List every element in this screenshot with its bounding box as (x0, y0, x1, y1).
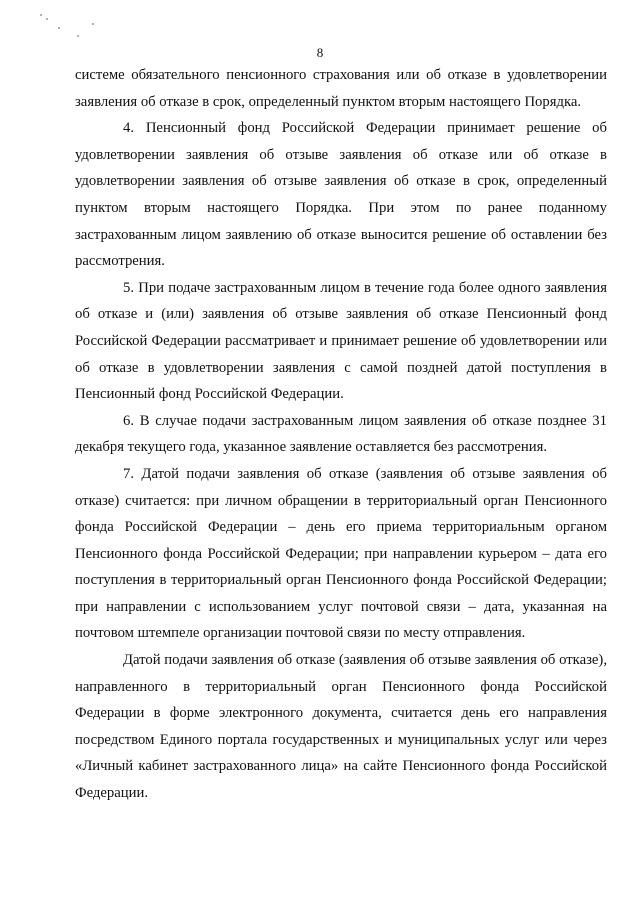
page-number: 8 (316, 45, 324, 60)
scan-artifacts (36, 14, 96, 42)
paragraph-5: 5. При подаче застрахованным лицом в течение года более одного заявления об отказе и (или) заявления об отзыве заявления об отказе Пенсионный фонд Российской Федерации рассматривает и принимает решение об удовлетворении или об отказе в удовлетворении заявления с самой поздней датой поступления в Пенсионный фонд Российской Федерации. (75, 279, 607, 403)
paragraph-6: 6. В случае подачи застрахованным лицом заявления об отказе позднее 31 декабря текущего года, указанное заявление оставляется без рассмотрения. (75, 412, 607, 456)
paragraph-continuation: системе обязательного пенсионного страхования или об отказе в удовлетворении заявления об отказе в срок, определенный пунктом вторым настоящего Порядка. (75, 67, 607, 110)
document-body (75, 62, 607, 807)
paragraph-7: 7. Датой подачи заявления об отказе (заявления об отзыве заявления об отказе) считается: при личном обращении в территориальный орган Пенсионного фонда Российской Федерации – день его приема территориальным органом Пенсионного фонда Российской Федерации; при направлении курьером – дата его поступления в территориальный орган Пенсионного фонда Российской Федерации; при направлении с использованием услуг почтовой связи – дата, указанная на почтовом штемпеле организации почтовой связи по месту отправления. (75, 465, 607, 642)
paragraph-electronic-filing: Датой подачи заявления об отказе (заявления об отзыве заявления об отказе), направленного в территориальный орган Пенсионного фонда Российской Федерации в форме электронного документа, считается день его направления посредством Единого портала государственных и муниципальных услуг или через «Личный кабинет застрахованного лица» на сайте Пенсионного фонда Российской Федерации. (75, 652, 607, 802)
paragraph-4: 4. Пенсионный фонд Российской Федерации принимает решение об удовлетворении заявления об отзыве заявления об отказе или об отказе в удовлетворении заявления об отзыве заявления об отказе в срок, определенный пунктом вторым настоящего Порядка. При этом по ранее поданному застрахованным лицом заявлению об отказе выносится решение об оставлении без рассмотрения. (75, 120, 607, 270)
